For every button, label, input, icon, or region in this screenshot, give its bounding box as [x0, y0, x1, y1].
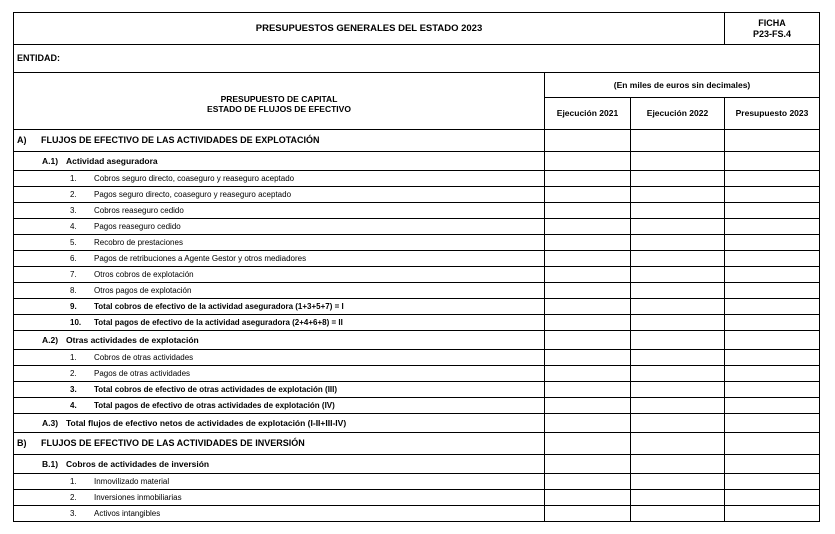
- row-label: Actividad aseguradora: [66, 155, 158, 166]
- line-item: [14, 283, 545, 299]
- units-note: (En miles de euros sin decimales): [545, 73, 820, 98]
- table-row: [14, 267, 820, 283]
- value-cell-ejecucion-2022[interactable]: [631, 398, 725, 414]
- value-cell-presupuesto-2023[interactable]: [725, 490, 820, 506]
- table-row: [14, 506, 820, 522]
- value-cell-ejecucion-2022[interactable]: [631, 433, 725, 455]
- table-row: [14, 187, 820, 203]
- value-cell-ejecucion-2022[interactable]: [631, 130, 725, 152]
- row-code: 1.: [70, 476, 77, 486]
- value-cell-ejecucion-2021[interactable]: [545, 455, 631, 474]
- value-cell-ejecucion-2022[interactable]: [631, 490, 725, 506]
- row-label: Total cobros de efectivo de otras actividades de explotación (III): [94, 384, 338, 394]
- value-cell-ejecucion-2021[interactable]: [545, 219, 631, 235]
- value-cell-presupuesto-2023[interactable]: [725, 414, 820, 433]
- line-item: [14, 382, 545, 398]
- row-label: Pagos seguro directo, coaseguro y reaseguro aceptado: [94, 189, 292, 199]
- column-header-ejecucion-2021: Ejecución 2021: [545, 98, 631, 130]
- section-heading: [14, 433, 545, 455]
- value-cell-ejecucion-2021[interactable]: [545, 152, 631, 171]
- row-code: 2.: [70, 368, 77, 378]
- value-cell-presupuesto-2023[interactable]: [725, 474, 820, 490]
- table-row: [14, 490, 820, 506]
- line-item: [14, 366, 545, 382]
- row-label: Pagos de retribuciones a Agente Gestor y otros mediadores: [94, 253, 307, 263]
- value-cell-presupuesto-2023[interactable]: [725, 283, 820, 299]
- line-item: [14, 350, 545, 366]
- value-cell-ejecucion-2021[interactable]: [545, 433, 631, 455]
- row-code: 2.: [70, 492, 77, 502]
- table-row: [14, 130, 820, 152]
- value-cell-ejecucion-2022[interactable]: [631, 455, 725, 474]
- value-cell-ejecucion-2022[interactable]: [631, 366, 725, 382]
- value-cell-ejecucion-2021[interactable]: [545, 171, 631, 187]
- row-label: Total pagos de efectivo de otras actividades de explotación (IV): [94, 400, 335, 410]
- value-cell-ejecucion-2021[interactable]: [545, 187, 631, 203]
- value-cell-presupuesto-2023[interactable]: [725, 455, 820, 474]
- row-label: Inmovilizado material: [94, 476, 170, 486]
- line-item: [14, 474, 545, 490]
- table-row: [14, 315, 820, 331]
- value-cell-presupuesto-2023[interactable]: [725, 130, 820, 152]
- value-cell-presupuesto-2023[interactable]: [725, 299, 820, 315]
- entidad-label: ENTIDAD:: [14, 45, 820, 73]
- table-row: [14, 414, 820, 433]
- value-cell-ejecucion-2021[interactable]: [545, 366, 631, 382]
- value-cell-ejecucion-2022[interactable]: [631, 251, 725, 267]
- value-cell-ejecucion-2022[interactable]: [631, 506, 725, 522]
- row-label: Cobros de actividades de inversión: [66, 458, 210, 469]
- value-cell-ejecucion-2022[interactable]: [631, 171, 725, 187]
- row-code: 4.: [70, 400, 77, 410]
- budget-form: [13, 12, 819, 522]
- value-cell-ejecucion-2022[interactable]: [631, 414, 725, 433]
- value-cell-ejecucion-2022[interactable]: [631, 235, 725, 251]
- value-cell-presupuesto-2023[interactable]: [725, 382, 820, 398]
- value-cell-ejecucion-2021[interactable]: [545, 315, 631, 331]
- line-item: [14, 171, 545, 187]
- table-row: [14, 283, 820, 299]
- row-code: A.1): [42, 155, 59, 166]
- line-item: [14, 267, 545, 283]
- table-row: [14, 235, 820, 251]
- value-cell-ejecucion-2021[interactable]: [545, 382, 631, 398]
- value-cell-ejecucion-2021[interactable]: [545, 350, 631, 366]
- row-label: Otras actividades de explotación: [66, 334, 199, 345]
- line-item: [14, 235, 545, 251]
- ficha-code: P23-FS.4: [752, 28, 792, 39]
- value-cell-ejecucion-2022[interactable]: [631, 315, 725, 331]
- value-cell-ejecucion-2022[interactable]: [631, 382, 725, 398]
- value-cell-presupuesto-2023[interactable]: [725, 251, 820, 267]
- value-cell-ejecucion-2021[interactable]: [545, 490, 631, 506]
- table-row: [14, 398, 820, 414]
- subsection-heading: [14, 455, 545, 474]
- section-heading: [14, 130, 545, 152]
- value-cell-presupuesto-2023[interactable]: [725, 350, 820, 366]
- value-cell-ejecucion-2022[interactable]: [631, 267, 725, 283]
- row-label: Total pagos de efectivo de la actividad aseguradora (2+4+6+8) = II: [94, 317, 343, 327]
- line-item: [14, 490, 545, 506]
- row-code: 8.: [70, 285, 77, 295]
- value-cell-presupuesto-2023[interactable]: [725, 398, 820, 414]
- table-row: [14, 366, 820, 382]
- capital-title-line2: ESTADO DE FLUJOS DE EFECTIVO: [207, 104, 351, 114]
- value-cell-presupuesto-2023[interactable]: [725, 235, 820, 251]
- value-cell-ejecucion-2021[interactable]: [545, 130, 631, 152]
- value-cell-presupuesto-2023[interactable]: [725, 171, 820, 187]
- table-row: [14, 331, 820, 350]
- value-cell-ejecucion-2021[interactable]: [545, 251, 631, 267]
- table-row: [14, 299, 820, 315]
- value-cell-ejecucion-2022[interactable]: [631, 299, 725, 315]
- row-code: 9.: [70, 301, 77, 311]
- line-item: [14, 299, 545, 315]
- column-header-ejecucion-2022: Ejecución 2022: [631, 98, 725, 130]
- subsection-heading: [14, 331, 545, 350]
- line-item: [14, 187, 545, 203]
- row-code: 10.: [70, 317, 82, 327]
- row-label: Cobros de otras actividades: [94, 352, 194, 362]
- value-cell-ejecucion-2021[interactable]: [545, 414, 631, 433]
- cash-flow-table: [13, 12, 820, 522]
- table-row: [14, 171, 820, 187]
- row-label: Cobros seguro directo, coaseguro y reaseguro aceptado: [94, 173, 295, 183]
- line-item: [14, 398, 545, 414]
- row-code: B.1): [42, 458, 59, 469]
- line-item: [14, 203, 545, 219]
- line-item: [14, 506, 545, 522]
- table-row: [14, 203, 820, 219]
- value-cell-presupuesto-2023[interactable]: [725, 267, 820, 283]
- value-cell-presupuesto-2023[interactable]: [725, 203, 820, 219]
- row-code: 3.: [70, 508, 77, 518]
- row-code: 6.: [70, 253, 77, 263]
- column-header-presupuesto-2023: Presupuesto 2023: [725, 98, 820, 130]
- value-cell-presupuesto-2023[interactable]: [725, 219, 820, 235]
- table-row: [14, 219, 820, 235]
- ficha-box: [725, 13, 820, 45]
- value-cell-ejecucion-2022[interactable]: [631, 203, 725, 219]
- table-row: [14, 382, 820, 398]
- row-label: Recobro de prestaciones: [94, 237, 183, 247]
- value-cell-ejecucion-2022[interactable]: [631, 219, 725, 235]
- value-cell-ejecucion-2021[interactable]: [545, 235, 631, 251]
- row-code: 1.: [70, 173, 77, 183]
- row-code: A): [17, 135, 27, 145]
- value-cell-presupuesto-2023[interactable]: [725, 187, 820, 203]
- value-cell-ejecucion-2021[interactable]: [545, 506, 631, 522]
- value-cell-ejecucion-2022[interactable]: [631, 152, 725, 171]
- subsection-heading: [14, 414, 545, 433]
- capital-title-line1: PRESUPUESTO DE CAPITAL: [220, 94, 338, 104]
- row-code: 5.: [70, 237, 77, 247]
- row-label: Otros cobros de explotación: [94, 269, 194, 279]
- value-cell-ejecucion-2021[interactable]: [545, 299, 631, 315]
- row-code: 3.: [70, 205, 77, 215]
- line-item: [14, 219, 545, 235]
- ficha-label: FICHA: [758, 17, 786, 28]
- value-cell-ejecucion-2021[interactable]: [545, 474, 631, 490]
- row-label: FLUJOS DE EFECTIVO DE LAS ACTIVIDADES DE EXPLOTACIÓN: [41, 135, 320, 145]
- value-cell-presupuesto-2023[interactable]: [725, 331, 820, 350]
- line-item: [14, 315, 545, 331]
- row-label: Otros pagos de explotación: [94, 285, 192, 295]
- value-cell-presupuesto-2023[interactable]: [725, 315, 820, 331]
- line-item: [14, 251, 545, 267]
- row-label: Cobros reaseguro cedido: [94, 205, 184, 215]
- row-code: A.3): [42, 417, 59, 428]
- table-row: [14, 474, 820, 490]
- table-row: [14, 433, 820, 455]
- row-code: B): [17, 438, 27, 448]
- value-cell-ejecucion-2021[interactable]: [545, 283, 631, 299]
- row-label: Pagos reaseguro cedido: [94, 221, 181, 231]
- value-cell-ejecucion-2021[interactable]: [545, 398, 631, 414]
- row-code: A.2): [42, 334, 59, 345]
- value-cell-ejecucion-2022[interactable]: [631, 331, 725, 350]
- row-code: 2.: [70, 189, 77, 199]
- value-cell-presupuesto-2023[interactable]: [725, 433, 820, 455]
- value-cell-presupuesto-2023[interactable]: [725, 366, 820, 382]
- row-label: Activos intangibles: [94, 508, 161, 518]
- value-cell-ejecucion-2022[interactable]: [631, 350, 725, 366]
- form-title: PRESUPUESTOS GENERALES DEL ESTADO 2023: [14, 13, 725, 45]
- row-label: FLUJOS DE EFECTIVO DE LAS ACTIVIDADES DE INVERSIÓN: [41, 438, 305, 448]
- row-label: Pagos de otras actividades: [94, 368, 191, 378]
- table-row: [14, 350, 820, 366]
- value-cell-ejecucion-2021[interactable]: [545, 267, 631, 283]
- value-cell-ejecucion-2021[interactable]: [545, 331, 631, 350]
- capital-title: [14, 73, 545, 130]
- row-label: Total flujos de efectivo netos de actividades de explotación (I-II+III-IV): [66, 417, 347, 428]
- subsection-heading: [14, 152, 545, 171]
- row-code: 1.: [70, 352, 77, 362]
- value-cell-presupuesto-2023[interactable]: [725, 506, 820, 522]
- value-cell-ejecucion-2022[interactable]: [631, 474, 725, 490]
- row-label: Total cobros de efectivo de la actividad aseguradora (1+3+5+7) = I: [94, 301, 344, 311]
- value-cell-ejecucion-2021[interactable]: [545, 203, 631, 219]
- table-row: [14, 455, 820, 474]
- table-row: [14, 152, 820, 171]
- value-cell-ejecucion-2022[interactable]: [631, 283, 725, 299]
- row-label: Inversiones inmobiliarias: [94, 492, 182, 502]
- value-cell-presupuesto-2023[interactable]: [725, 152, 820, 171]
- row-code: 3.: [70, 384, 77, 394]
- row-code: 4.: [70, 221, 77, 231]
- row-code: 7.: [70, 269, 77, 279]
- value-cell-ejecucion-2022[interactable]: [631, 187, 725, 203]
- table-row: [14, 251, 820, 267]
